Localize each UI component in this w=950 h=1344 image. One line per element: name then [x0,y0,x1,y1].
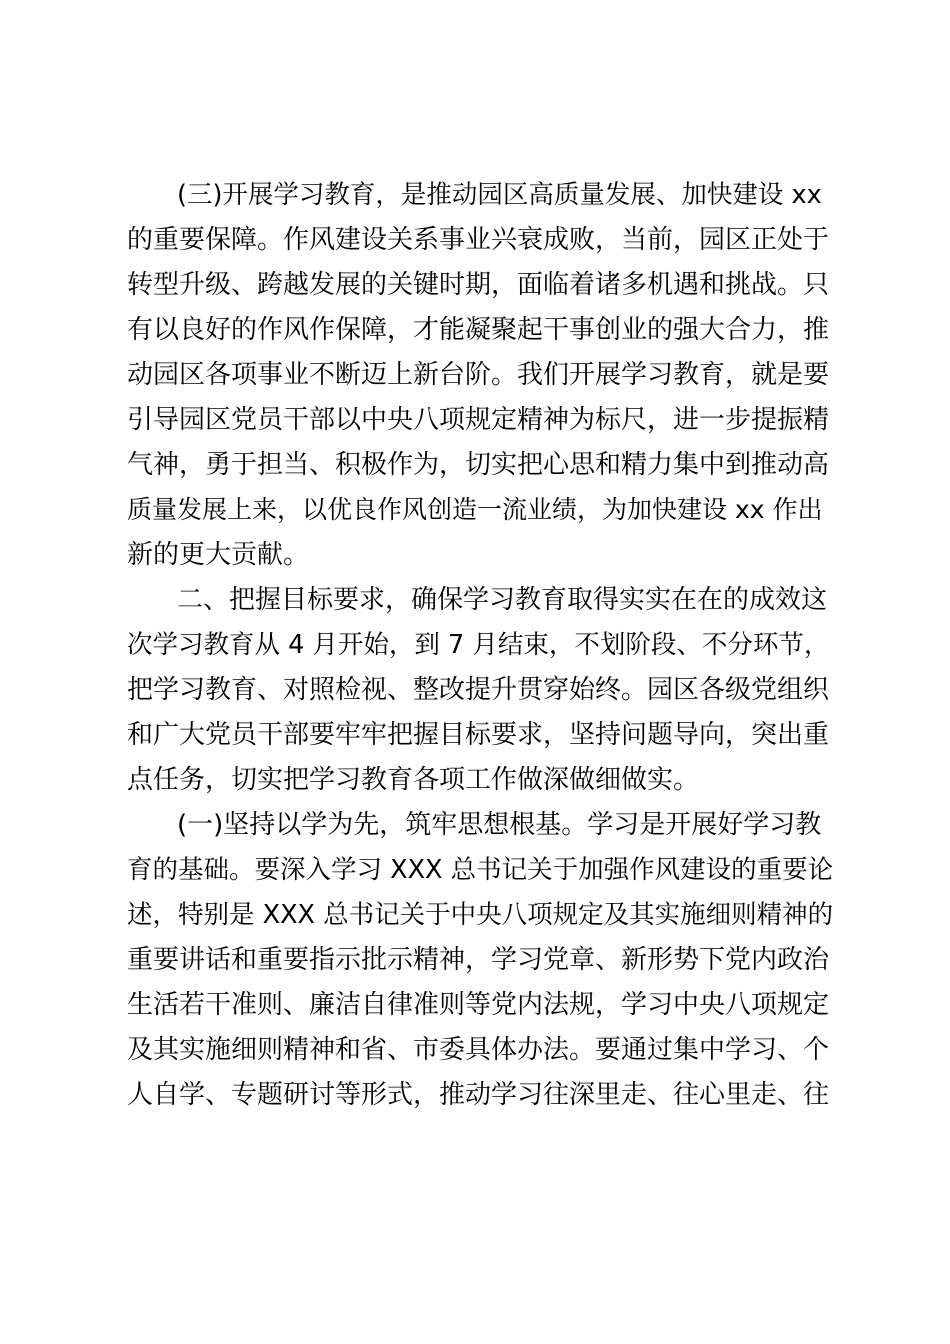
section-heading-line: 二、把握目标要求，确保学习教育取得实实在在的成效这 [177,585,828,615]
paragraph-line: (三)开展学习教育，是推动园区高质量发展、加快建设 xx [177,180,822,210]
paragraph-line: 新的更大贡献。 [127,540,310,570]
paragraph-line: 动园区各项事业不断迈上新台阶。我们开展学习教育，就是要 [127,360,830,390]
paragraph-line: 引导园区党员干部以中央八项规定精神为标尺，进一步提振精 [127,405,830,435]
paragraph-line: 和广大党员干部要牢牢把握目标要求，坚持问题导向，突出重 [127,720,830,750]
paragraph-line: 有以良好的作风作保障，才能凝聚起干事创业的强大合力，推 [127,315,830,345]
paragraph-line: 气神，勇于担当、积极作为，切实把心思和精力集中到推动高 [127,450,830,480]
paragraph-line: 人自学、专题研讨等形式，推动学习往深里走、往心里走、往 [127,1080,830,1110]
paragraph-line: 及其实施细则精神和省、市委具体办法。要通过集中学习、个 [127,1035,830,1065]
paragraph-line: 生活若干准则、廉洁自律准则等党内法规，学习中央八项规定 [127,990,830,1020]
paragraph-line: 把学习教育、对照检视、整改提升贯穿始终。园区各级党组织 [127,675,830,705]
paragraph-line: 质量发展上来，以优良作风创造一流业绩，为加快建设 xx 作出 [127,495,823,524]
paragraph-line: 次学习教育从 4 月开始，到 7 月结束，不划阶段、不分环节， [127,630,830,660]
paragraph-line: 的重要保障。作风建设关系事业兴衰成败，当前，园区正处于 [127,225,830,255]
paragraph-line: 述，特别是 XXX 总书记关于中央八项规定及其实施细则精神的 [127,900,834,930]
paragraph-line: 重要讲话和重要指示批示精神，学习党章、新形势下党内政治 [127,945,830,975]
paragraph-line: (一)坚持以学为先，筑牢思想根基。学习是开展好学习教 [177,810,822,840]
paragraph-line: 转型升级、跨越发展的关键时期，面临着诸多机遇和挑战。只 [127,270,830,300]
paragraph-line: 育的基础。要深入学习 XXX 总书记关于加强作风建设的重要论 [127,855,834,885]
paragraph-line: 点任务，切实把学习教育各项工作做深做细做实。 [127,765,700,795]
